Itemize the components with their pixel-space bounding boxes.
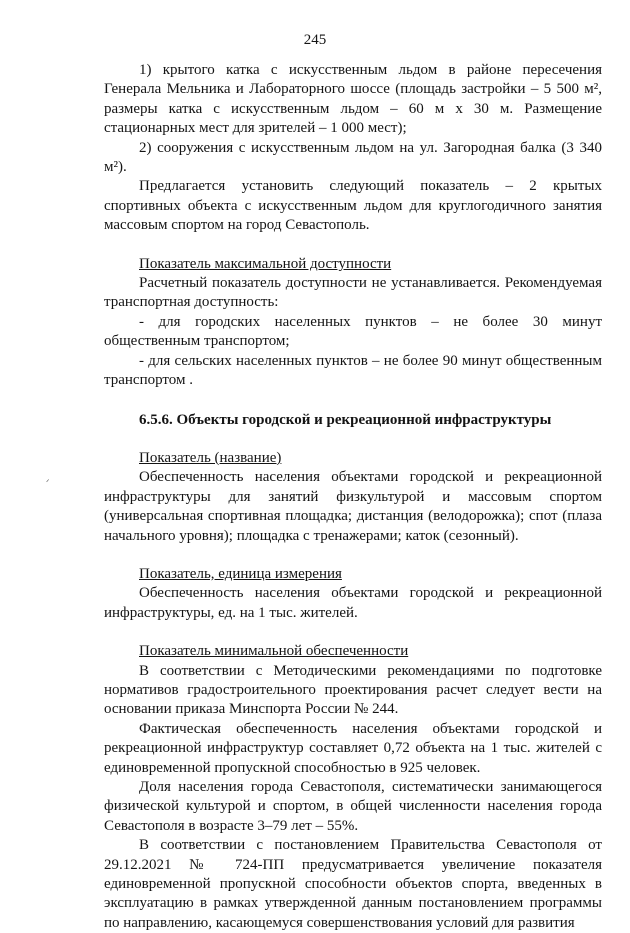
body-paragraph: Обеспеченность населения объектами городской и рекреационной инфраструктуры для занятий физкультурой и массовым спортом (универсальная спортивная площадка; дистанция (велодорожка); спот (плаза начального уровня); площадка с тренажерами; каток (сезонный). — [104, 469, 602, 544]
list-item: - для сельских населенных пунктов – не более 90 минут общественным транспортом . — [104, 352, 602, 389]
body-paragraph: В соответствии с постановлением Правительства Севастополя от 29.12.2021 № 724-ПП предусматривается увеличение показателя единовременной пропускной способности объектов спорта, введенных в эксплуатацию в рамках утвержденной данным постановлением программы по направлению, касающемуся совершенствования условий для развития — [104, 837, 602, 931]
body-paragraph: Расчетный показатель доступности не устанавливается. Рекомендуемая транспортная доступность: — [104, 275, 602, 311]
section-label: Показатель (название) — [139, 449, 282, 466]
body-paragraph: Фактическая обеспеченность населения объектами городской и рекреационной инфраструктур составляет 0,72 объекта на 1 тыс. жителей с единовременной пропускной способностью в 925 человек. — [104, 720, 602, 776]
list-item: - для городских населенных пунктов – не более 30 минут общественным транспортом; — [104, 313, 602, 350]
body-paragraph: 1) крытого катка с искусственным льдом в районе пересечения Генерала Мельника и Лабораторного шоссе (площадь застройки – 5 500 м², размеры катка с искусственным льдом – 60 м х 30 м. Размещение стационарных мест для зрителей – 1 000 мест); — [104, 62, 602, 137]
document-body — [104, 61, 602, 933]
section-heading: 6.5.6. Объекты городской и рекреационной инфраструктуры — [139, 411, 552, 428]
margin-mark: ᐟ — [46, 478, 50, 487]
section-label: Показатель, единица измерения — [139, 565, 342, 582]
page-number: 245 — [303, 32, 327, 48]
body-paragraph: Обеспеченность населения объектами городской и рекреационной инфраструктуры, ед. на 1 тыс. жителей. — [104, 585, 602, 621]
section-label: Показатель максимальной доступности — [139, 255, 392, 272]
body-paragraph: Предлагается установить следующий показатель – 2 крытых спортивных объекта с искусственным льдом для круглогодичного занятия массовым спортом на город Севастополь. — [104, 178, 602, 234]
body-paragraph: Доля населения города Севастополя, систематически занимающегося физической культурой и спортом, в общей численности населения города Севастополя в возрасте 3–79 лет – 55%. — [104, 779, 602, 834]
body-paragraph: В соответствии с Методическими рекомендациями по подготовке нормативов градостроительного проектирования расчет следует вести на основании приказа Минспорта России № 244. — [104, 662, 602, 718]
body-paragraph: 2) сооружения с искусственным льдом на ул. Загородная балка (3 340 м²). — [104, 139, 602, 176]
section-label: Показатель минимальной обеспеченности — [139, 643, 409, 660]
